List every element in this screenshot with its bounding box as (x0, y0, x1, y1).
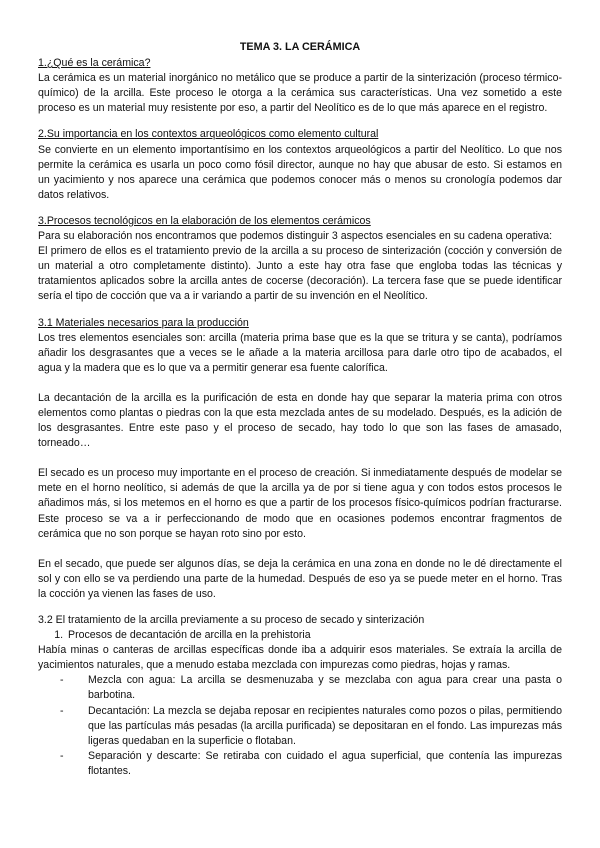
section-2-paragraph: Se convierte en un elemento importantísimo en los contextos arqueológicos a partir del Neolítico. Lo que nos permite la cerámica es usarla un poco como fósil director, aunque no hay que abusar de esto. Si estamos en un yacimiento y nos aparece una cerámica que podemos conocer más o menos su cronología podemos dar datos relativos. (38, 143, 562, 201)
list-item (60, 673, 562, 703)
dash-bullet: - (60, 674, 64, 687)
bullet-list (38, 673, 562, 779)
section-heading-3-1: 3.1 Materiales necesarios para la producción (38, 316, 249, 329)
section-1-paragraph: La cerámica es un material inorgánico no metálico que se produce a partir de la sinterización (proceso térmico-químico) de la arcilla. Este proceso le otorga a la cerámica sus características. Una vez sometido a este proceso es un material muy resistente por eso, a partir del Neolítico es de lo que más aparece en el registro. (38, 72, 562, 115)
document-page (38, 40, 562, 779)
numbered-list-item: 1. Procesos de decantación de arcilla en la prehistoria (66, 628, 562, 643)
section-3-1-paragraph-3: El secado es un proceso muy importante en el proceso de creación. Si inmediatamente después de modelar se mete en el horno neolítico, si además de que la arcilla ya de por si tiene agua y con todos estos procesos le añadimos más, si los metemos en el horno es que a partir de los procesos físico-químicos podrían fracturarse. Este proceso se va a ir perfeccionando de modo que en ocasiones podemos encontrar fragmentos de cerámica que no son porque se hayan roto sino por esto. (38, 467, 562, 540)
section-heading-3: 3.Procesos tecnológicos en la elaboración de los elementos cerámicos (38, 214, 371, 227)
list-item-text: Decantación: La mezcla se dejaba reposar en recipientes naturales como pozos o pilas, permitiendo que las partículas más pesadas (la arcilla purificada) se depositaran en el fondo. Las impurezas más ligeras quedaban en la superficie o flotaban. (88, 704, 562, 747)
section-heading-3-2: 3.2 El tratamiento de la arcilla previamente a su proceso de secado y sinterización (38, 614, 425, 626)
dash-bullet: - (60, 749, 64, 762)
section-3-1-paragraph-4: En el secado, que puede ser algunos días, se deja la cerámica en una zona en donde no le dé directamente el sol y con ello se va perdiendo una parte de la humedad. Después de eso ya se puede meter en el horno. Tras la cocción ya vienen las fases de uso. (38, 557, 562, 600)
list-item-text: Separación y descarte: Se retiraba con cuidado el agua superficial, que contenía las impurezas flotantes. (88, 749, 562, 777)
numbered-list (38, 628, 562, 643)
section-heading-2: 2.Su importancia en los contextos arqueológicos como elemento cultural (38, 128, 379, 141)
section-3-2-intro: Había minas o canteras de arcillas específicas donde iba a adquirir esos materiales. Se extraía la arcilla de yacimientos naturales, que a menudo estaba mezclada con impurezas como piedras, hojas y ramas. (38, 644, 562, 672)
dash-bullet: - (60, 704, 64, 717)
section-3-paragraph-1: Para su elaboración nos encontramos que podemos distinguir 3 aspectos esenciales en su cadena operativa: (38, 230, 553, 243)
document-title: TEMA 3. LA CERÁMICA (239, 41, 361, 53)
section-3-1-paragraph-1: Los tres elementos esenciales son: arcilla (materia prima base que es la que se tritura y se canta), podríamos añadir los desgrasantes que a veces se le añade a la materia arcillosa para darle otro tipo de acabados, el agua y la madera que es lo que va a permitir generar esa fuente calorífica. (38, 331, 562, 374)
section-heading-1: 1.¿Qué es la cerámica? (38, 57, 151, 70)
list-item (60, 704, 562, 749)
list-item-text: Mezcla con agua: La arcilla se desmenuzaba y se mezclaba con agua para crear una pasta o barbotina. (88, 674, 562, 702)
list-item (60, 749, 562, 779)
section-3-paragraph-2: El primero de ellos es el tratamiento previo de la arcilla a su proceso de sinterización (cocción y conversión de un material a otro completamente distinto). Junto a este hay otra fase que engloba todas las técnicas y tratamientos aplicados sobre la arcilla antes de cocerse (decoración). La tercera fase que se puede identificar sería el tipo de cocción que va a ir variando a partir de su invención en el Neolítico. (38, 245, 562, 303)
section-3-1-paragraph-2: La decantación de la arcilla es la purificación de esta en donde hay que separar la materia prima con otros elementos como plantas o piedras con la que esta mezclada antes de su modelado. Después, es la adición de los desgrasantes. Entre este paso y el proceso de secado, hay todo lo que son las fases de amasado, torneado… (38, 391, 562, 450)
